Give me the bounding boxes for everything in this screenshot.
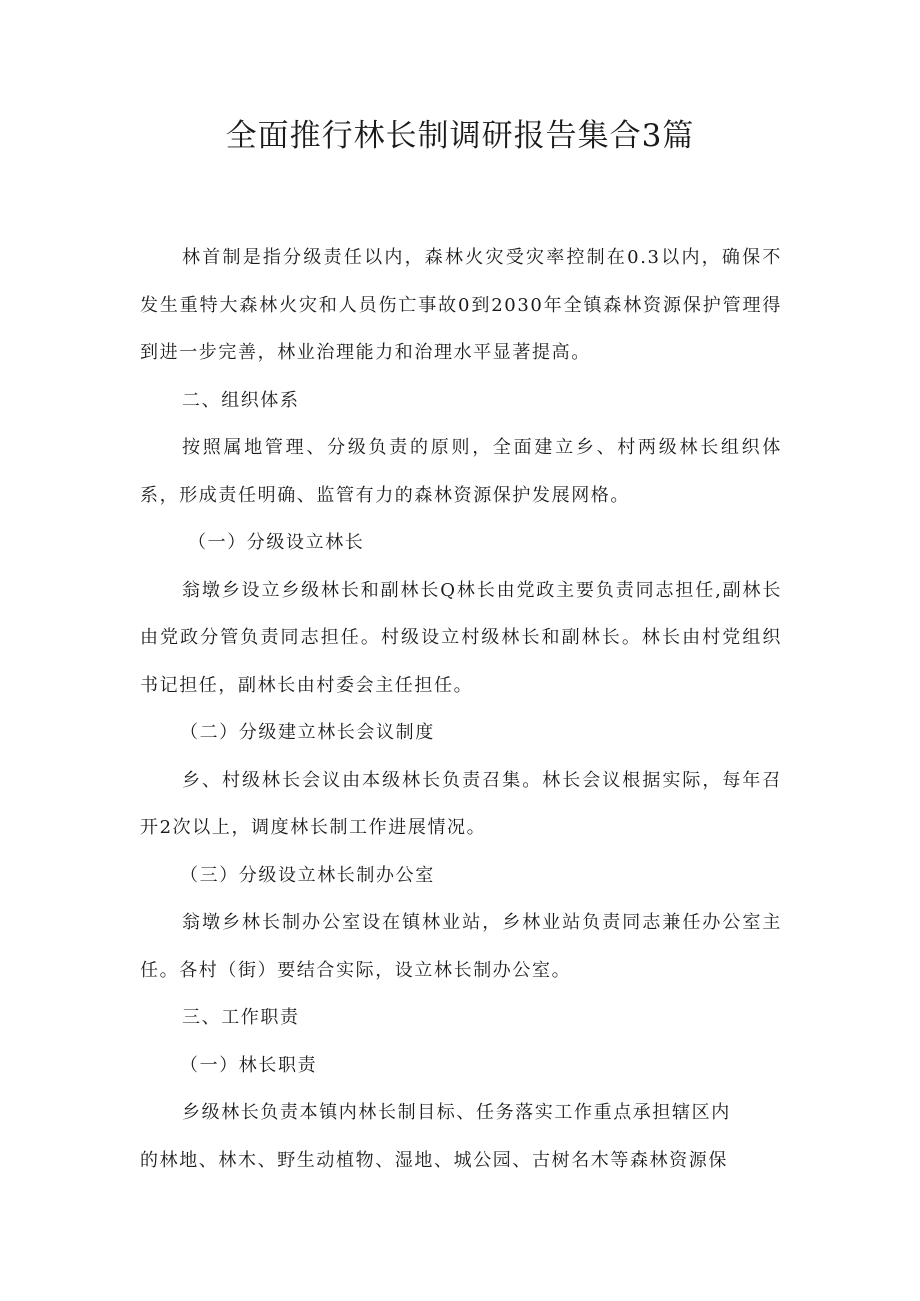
paragraph-chief-duties-line-2: 的林地、林木、野生动植物、湿地、城公园、古树名木等森林资源保: [140, 1149, 728, 1171]
paragraph-meeting-system: 乡、村级林长会议由本级林长负责召集。林长会议根据实际，每年召开2次以上，调度林长制工作进展情况。: [140, 769, 782, 838]
section-heading-organization: 二、组织体系: [182, 389, 300, 411]
paragraph-chief-duties-line-1: 乡级林长负责本镇内林长制目标、任务落实工作重点承担辖区内: [182, 1102, 731, 1123]
document-title: 全面推行林长制调研报告集合3篇: [225, 118, 695, 154]
subheading-meeting-system: （二）分级建立林长会议制度: [180, 722, 435, 743]
subheading-office: （三）分级设立林长制办公室: [180, 864, 435, 886]
paragraph-goals: 林首制是指分级责任以内，森林火灾受灾率控制在0.3以内，确保不发生重特大森林火灾和人员伤亡事故0到2030年全镇森林资源保护管理得到进一步完善，林业治理能力和治理水平显著提高。: [140, 247, 782, 363]
paragraph-office: 翁墩乡林长制办公室设在镇林业站，乡林业站负责同志兼任办公室主任。各村（街）要结合实际，设立林长制办公室。: [140, 912, 782, 981]
section-heading-duties: 三、工作职责: [182, 1007, 300, 1028]
subheading-chief-duties: （一）林长职责: [180, 1054, 318, 1076]
document-body: [140, 234, 782, 1184]
paragraph-forest-chiefs: 翁墩乡设立乡级林长和副林长Q林长由党政主要负责同志担任,副林长由党政分管负责同志担任。村级设立村级林长和副林长。林长由村党组织书记担任，副林长由村委会主任担任。: [140, 579, 782, 696]
paragraph-organization: 按照属地管理、分级负责的原则，全面建立乡、村两级林长组织体系，形成责任明确、监管有力的森林资源保护发展网格。: [140, 437, 782, 506]
subheading-set-up-forest-chiefs: （一）分级设立林长: [188, 532, 365, 553]
